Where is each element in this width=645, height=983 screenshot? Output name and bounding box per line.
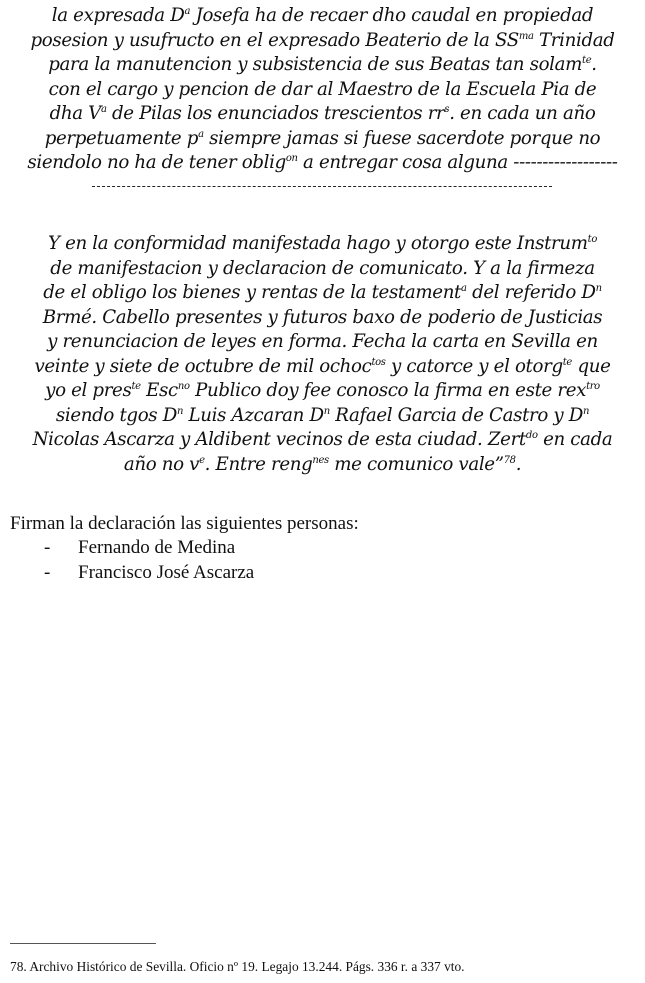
quote-line: de el obligo los bienes y rentas de la testament$^a$ del referido $D^n$	[43, 282, 602, 303]
quote-line: yo el pres$^{te}$ Esc$^{no}$ Publico doy fee conosco la firma en este rex$^{tro}$	[45, 380, 600, 401]
quote-line: siendo tgos $D^n$ Luis Azcaran $D^n$ Rafael Garcia de Castro y $D^n$	[55, 404, 590, 426]
quote-line: la expresada $D^a$ Josefa ha de recaer dho caudal en propiedad	[51, 5, 594, 26]
quote-block-2	[4, 232, 641, 477]
bullet-dash: -	[44, 537, 51, 558]
footnote-rule	[10, 943, 156, 944]
quote-line: siendolo no ha de tener oblig$^{on}$ a entregar cosa alguna ------------------	[27, 152, 618, 173]
signers-list	[44, 536, 254, 585]
quote-line: Nicolas Ascarza y Aldibent vecinos de esta ciudad. Zert$^{do}$ en cada	[32, 429, 613, 450]
quote-line: con el cargo y pencion de dar al Maestro de la Escuela Pia de	[48, 78, 597, 100]
footnote: 78. Archivo Histórico de Sevilla. Oficio nº 19. Legajo 13.244. Págs. 336 r. a 337 vto.	[10, 959, 465, 974]
quote-block-1	[4, 4, 641, 176]
list-item	[44, 561, 254, 586]
quote-line: posesion y usufructo en el expresado Beaterio de la $SS^{ma}$ Trinidad	[30, 29, 615, 51]
quote-line: para la manutencion y subsistencia de sus Beatas tan solam$^{te}$.	[48, 54, 597, 75]
quote-line: y renunciacion de leyes en forma. Fecha la carta en Sevilla en	[47, 331, 598, 352]
quote-line: Brmé. Cabello presentes y futuros baxo de poderio de Justicias	[42, 306, 603, 328]
list-item	[44, 536, 254, 561]
quote-line: de manifestacion y declaracion de comunicato. Y a la firmeza	[50, 257, 595, 279]
quote-line: Y en la conformidad manifestada hago y otorgo este Instrum$^{to}$	[47, 233, 597, 254]
quote-line: año no $v^e$. Entre reng$^{nes}$ me comunico vale”$^{78}$.	[123, 453, 522, 475]
quote-line: dha $V^a$ de Pilas los enunciados trescientos $rr^s$. en cada un año	[49, 103, 596, 124]
signer-name: Fernando de Medina	[78, 537, 236, 558]
signers-intro: Firman la declaración las siguientes personas:	[10, 513, 359, 534]
quote-line: veinte y siete de octubre de mil ochoc$^{tos}$ y catorce y el otorg$^{te}$ que	[34, 355, 611, 377]
bullet-dash: -	[44, 561, 51, 583]
signer-name: Francisco José Ascarza	[78, 561, 255, 583]
quote-line: perpetuamente $p^a$ siempre jamas si fuese sacerdote porque no	[44, 127, 601, 149]
dashed-separator	[92, 186, 552, 187]
